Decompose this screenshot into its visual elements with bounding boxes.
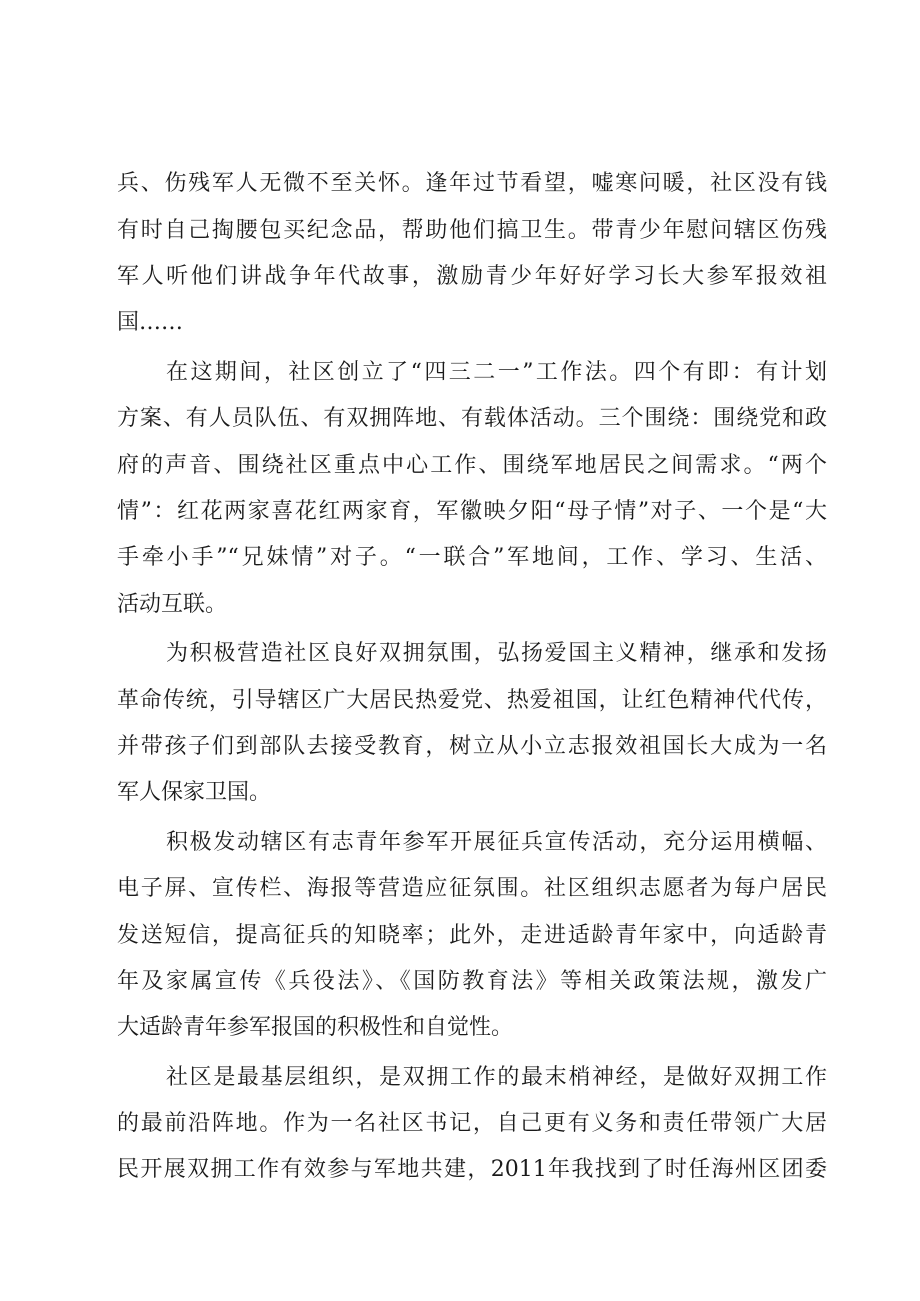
text-line: 军人听他们讲战争年代故事，激励青少年好好学习长大参军报效祖 [117,264,827,289]
text-line: 的最前沿阵地。作为一名社区书记，自己更有义务和责任带领广大居 [117,1111,827,1136]
text-line: 年及家属宣传《兵役法》、《国防教育法》等相关政策法规，激发广 [117,969,827,994]
text-line: 府的声音、围绕社区重点中心工作、围绕军地居民之间需求。“两个 [117,453,827,478]
paragraph-first-line: 社区是最基层组织，是双拥工作的最末梢神经，是做好双拥工作 [166,1065,827,1090]
text-line: 情”：红花两家喜花红两家育，军徽映夕阳“母子情”对子、一个是“大 [117,499,827,524]
text-line: 兵、伤残军人无微不至关怀。逢年过节看望，嘘寒问暖，社区没有钱 [117,171,827,196]
text-line: 电子屏、宣传栏、海报等营造应征氛围。社区组织志愿者为每户居民 [117,876,827,901]
text-line: 手牵小手”“兄妹情”对子。“一联合”军地间，工作、学习、生活、 [117,545,827,570]
paragraph-first-line: 为积极营造社区良好双拥氛围，弘扬爱国主义精神，继承和发扬 [166,641,827,666]
text-line: 革命传统，引导辖区广大居民热爱党、热爱祖国，让红色精神代代传， [117,688,827,713]
paragraph-first-line: 积极发动辖区有志青年参军开展征兵宣传活动，充分运用横幅、 [166,830,827,855]
text-line: 方案、有人员队伍、有双拥阵地、有载体活动。三个围绕：围绕党和政 [117,406,827,431]
text-line: 民开展双拥工作有效参与军地共建，2011年我找到了时任海州区团委 [117,1157,827,1182]
text-line: 并带孩子们到部队去接受教育，树立从小立志报效祖国长大成为一名 [117,734,827,759]
text-line: 有时自己掏腰包买纪念品，帮助他们搞卫生。带青少年慰问辖区伤残 [117,218,827,243]
text-line: 大适龄青年参军报国的积极性和自觉性。 [117,1015,514,1040]
text-line: 国…… [117,310,184,335]
text-line: 活动互联。 [117,592,228,617]
paragraph-first-line: 在这期间，社区创立了“四三二一”工作法。四个有即：有计划 [166,360,827,385]
text-line: 发送短信，提高征兵的知晓率；此外，走进适龄青年家中，向适龄青 [117,923,827,948]
text-line: 军人保家卫国。 [117,780,272,805]
